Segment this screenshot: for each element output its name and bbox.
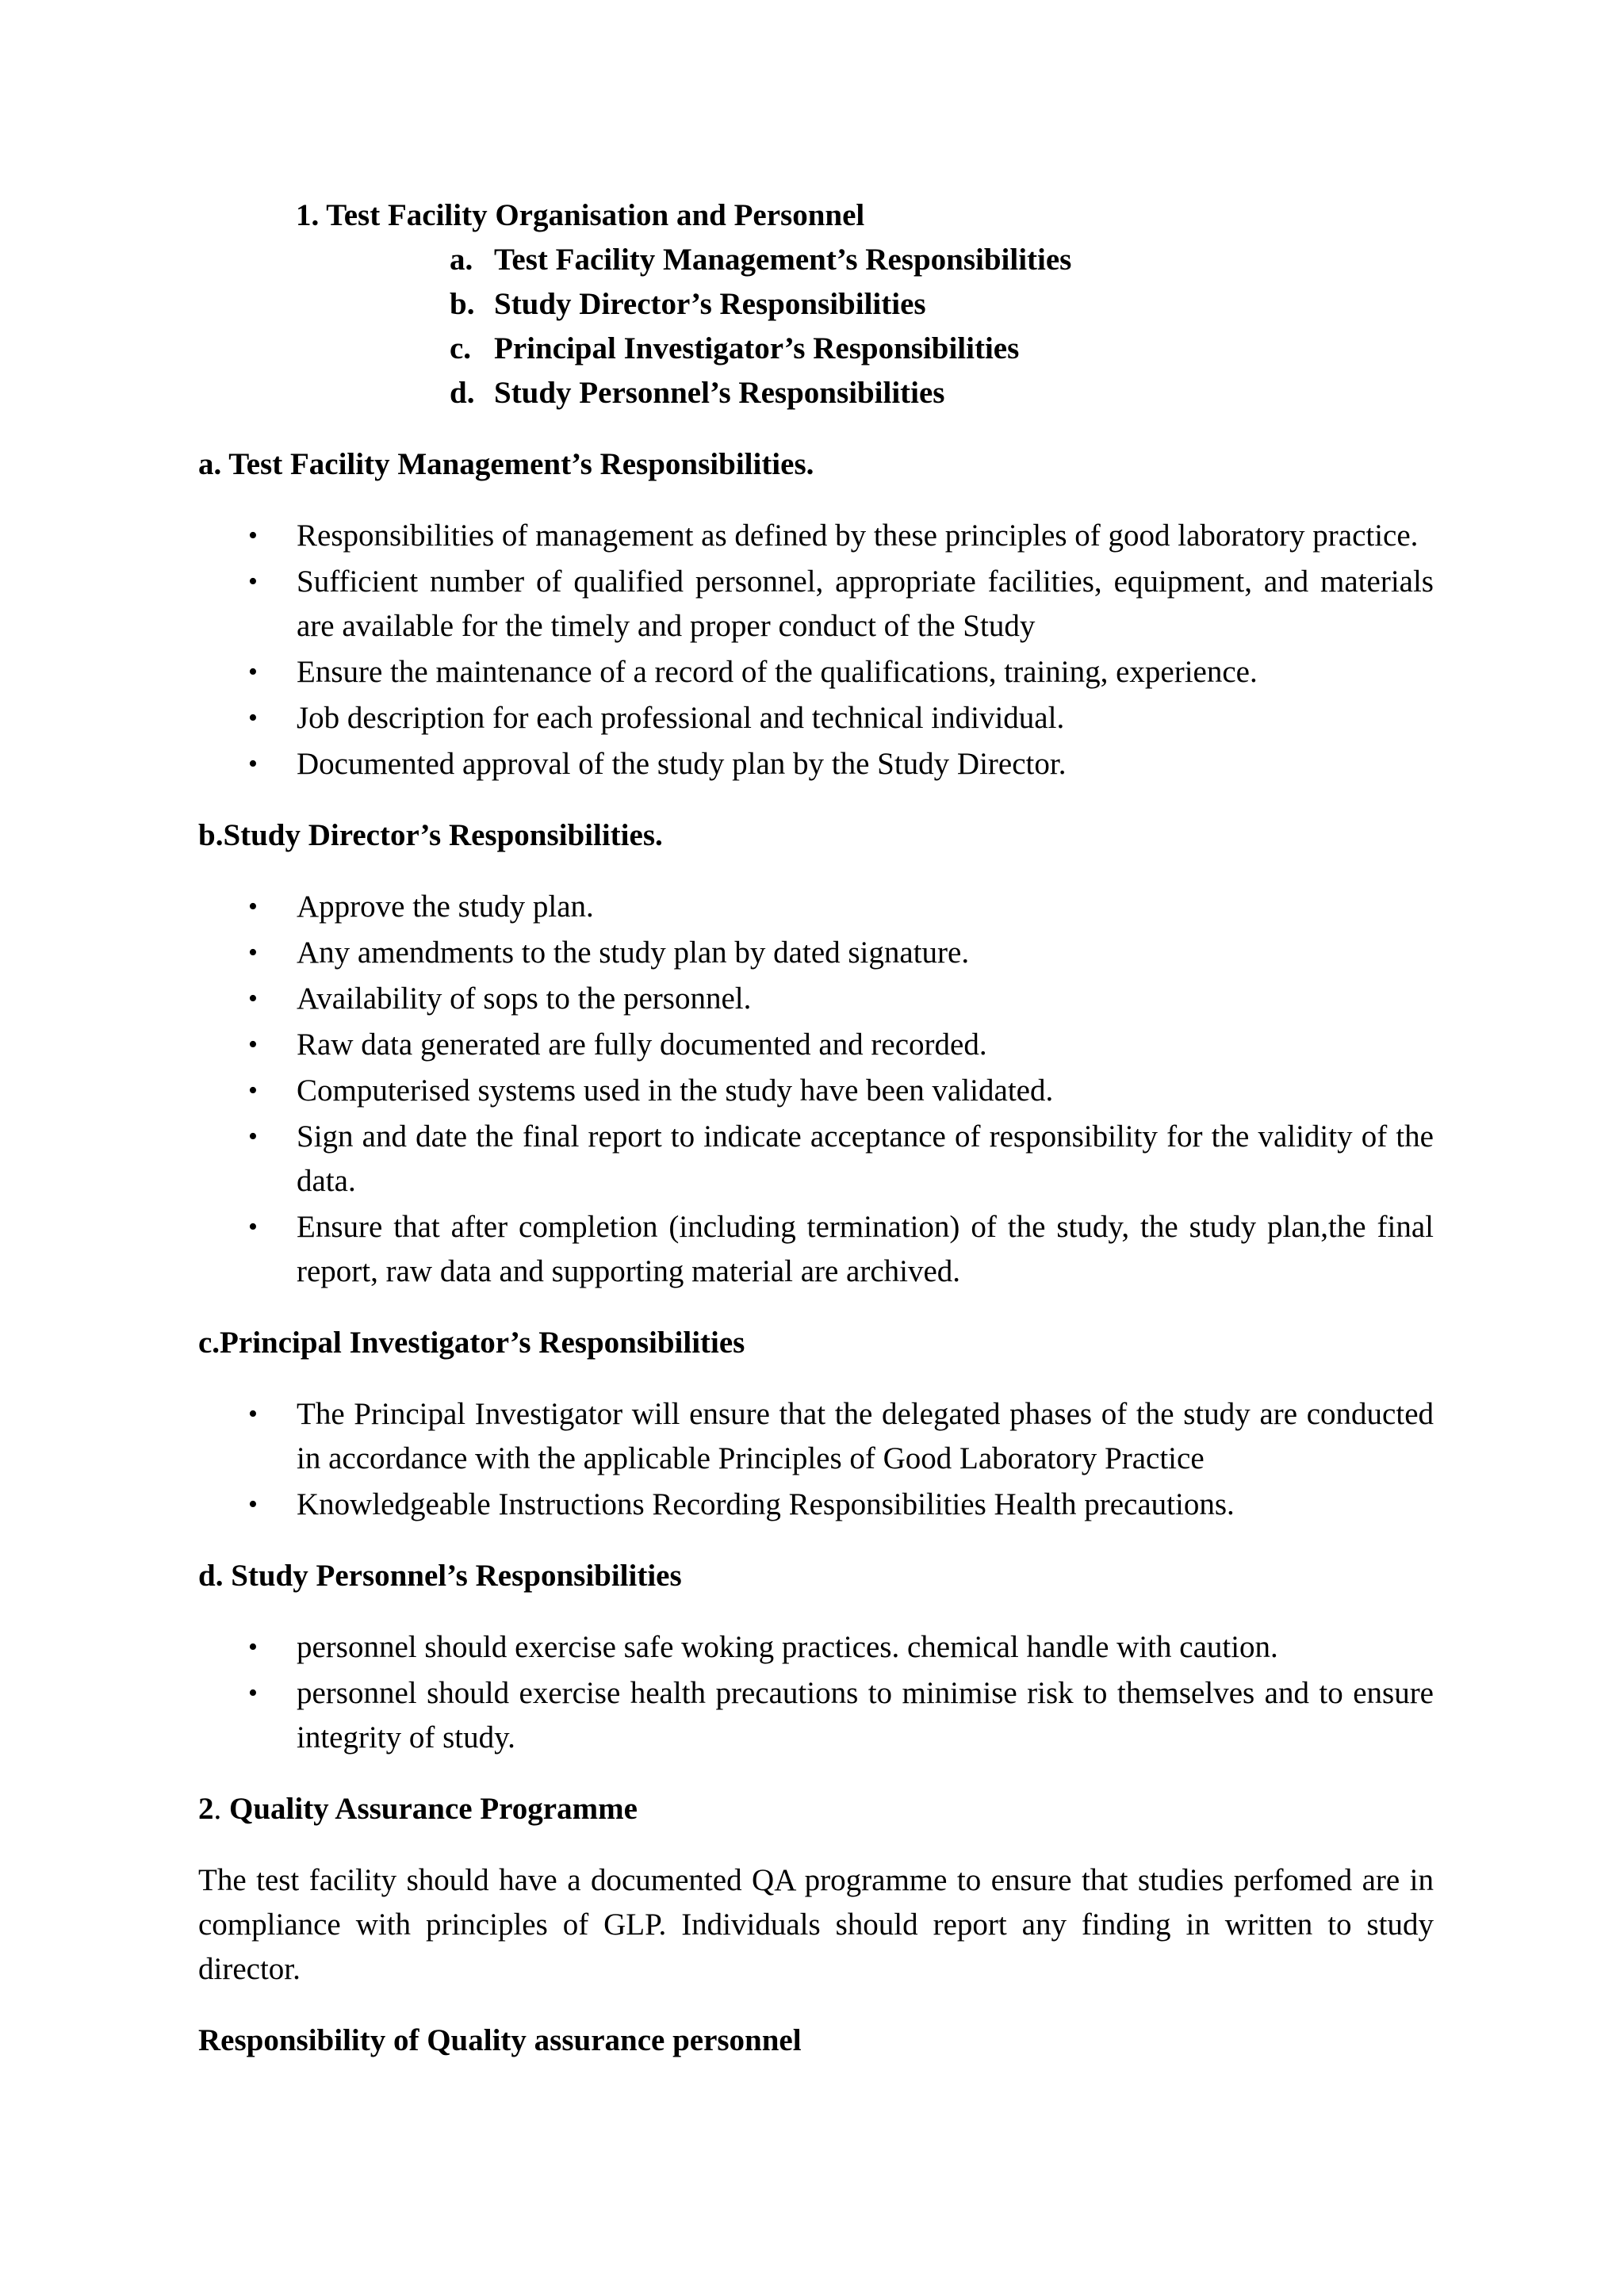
list-item-text: Approve the study plan. <box>297 890 594 924</box>
outline-item-marker: d. <box>450 376 475 410</box>
qa-programme-paragraph: The test facility should have a documented QA programme to ensure that studies perfomed are in compliance with principles of GLP. Individuals should report any finding in written to study director. <box>198 1863 1434 1986</box>
list-item-text: Availability of sops to the personnel. <box>297 982 752 1016</box>
bullet-icon: • <box>248 984 258 1013</box>
list-item-text: Job description for each professional and technical individual. <box>297 701 1065 735</box>
bullet-icon: • <box>248 1678 258 1708</box>
outline-item-marker: a. <box>450 243 473 277</box>
bullet-icon: • <box>248 1399 258 1429</box>
outline <box>198 193 1434 415</box>
bullet-icon: • <box>248 938 258 967</box>
outline-item <box>450 238 1434 282</box>
section-heading-study-director: b.Study Director’s Responsibilities. <box>198 818 663 852</box>
list-item <box>198 977 1434 1021</box>
outline-main-number: 1. <box>296 198 320 232</box>
list-item-text: Knowledgeable Instructions Recording Responsibilities Health precautions. <box>297 1487 1235 1521</box>
list-item <box>198 1625 1434 1670</box>
management-bullet-list <box>198 514 1434 786</box>
outline-main-title: Test Facility Organisation and Personnel <box>326 198 865 232</box>
list-item <box>198 1392 1434 1481</box>
outline-list <box>198 238 1434 415</box>
list-item-text: The Principal Investigator will ensure that the delegated phases of the study are conducted in accordance with the applicable Principles of Good Laboratory Practice <box>297 1397 1434 1475</box>
outline-item-text: Test Facility Management’s Responsibilities <box>494 243 1072 277</box>
outline-item-text: Principal Investigator’s Responsibilities <box>494 331 1020 365</box>
bullet-icon: • <box>248 703 258 733</box>
list-item <box>198 514 1434 558</box>
list-item-text: personnel should exercise health precautions to minimise risk to themselves and to ensure integrity of study. <box>297 1676 1434 1755</box>
list-item-text: Ensure that after completion (including termination) of the study, the study plan,the final report, raw data and supporting material are archived. <box>297 1210 1434 1288</box>
bullet-icon: • <box>248 657 258 687</box>
bullet-icon: • <box>248 1030 258 1059</box>
list-item-text: personnel should exercise safe woking practices. chemical handle with caution. <box>297 1630 1278 1664</box>
list-item <box>198 1023 1434 1067</box>
list-item-text: Responsibilities of management as defined by these principles of good laboratory practice. <box>297 519 1419 553</box>
section-heading-qa-personnel: Responsibility of Quality assurance personnel <box>198 2023 802 2057</box>
list-item <box>198 1115 1434 1203</box>
principal-investigator-bullet-list <box>198 1392 1434 1527</box>
list-item <box>198 650 1434 695</box>
section-heading-principal-investigator: c.Principal Investigator’s Responsibilities <box>198 1326 745 1360</box>
qa-programme-separator: . <box>213 1792 229 1826</box>
list-item <box>198 560 1434 649</box>
section-heading-study-personnel: d. Study Personnel’s Responsibilities <box>198 1559 682 1593</box>
section-heading-management: a. Test Facility Management’s Responsibilities. <box>198 447 814 481</box>
outline-item <box>450 327 1434 371</box>
list-item-text: Raw data generated are fully documented and recorded. <box>297 1027 987 1062</box>
study-director-bullet-list <box>198 885 1434 1294</box>
list-item <box>198 1205 1434 1294</box>
bullet-icon: • <box>248 1632 258 1662</box>
list-item <box>198 1671 1434 1760</box>
qa-programme-number: 2 <box>198 1792 214 1826</box>
list-item <box>198 885 1434 929</box>
list-item-text: Computerised systems used in the study have been validated. <box>297 1073 1054 1108</box>
list-item <box>198 1483 1434 1527</box>
bullet-icon: • <box>248 1212 258 1242</box>
list-item-text: Any amendments to the study plan by dated signature. <box>297 936 970 970</box>
list-item <box>198 742 1434 786</box>
bullet-icon: • <box>248 1076 258 1105</box>
list-item <box>198 696 1434 740</box>
outline-item-text: Study Personnel’s Responsibilities <box>494 376 945 410</box>
outline-item <box>450 282 1434 327</box>
bullet-icon: • <box>248 749 258 779</box>
list-item <box>198 1069 1434 1113</box>
list-item <box>198 931 1434 975</box>
list-item-text: Ensure the maintenance of a record of the qualifications, training, experience. <box>297 655 1258 689</box>
bullet-icon: • <box>248 1490 258 1519</box>
bullet-icon: • <box>248 521 258 550</box>
outline-main-heading <box>296 193 1434 238</box>
bullet-icon: • <box>248 567 258 596</box>
bullet-icon: • <box>248 1122 258 1151</box>
outline-item-text: Study Director’s Responsibilities <box>494 287 926 321</box>
outline-item-marker: b. <box>450 287 475 321</box>
section-heading-qa-programme <box>198 1787 1434 1831</box>
bullet-icon: • <box>248 892 258 921</box>
outline-item <box>450 371 1434 415</box>
outline-item-marker: c. <box>450 331 472 365</box>
list-item-text: Sufficient number of qualified personnel, appropriate facilities, equipment, and materials are available for the timely and proper conduct of the Study <box>297 564 1434 643</box>
qa-programme-title: Quality Assurance Programme <box>229 1792 638 1826</box>
study-personnel-bullet-list <box>198 1625 1434 1760</box>
list-item-text: Documented approval of the study plan by the Study Director. <box>297 747 1067 781</box>
list-item-text: Sign and date the final report to indicate acceptance of responsibility for the validity of the data. <box>297 1119 1434 1198</box>
